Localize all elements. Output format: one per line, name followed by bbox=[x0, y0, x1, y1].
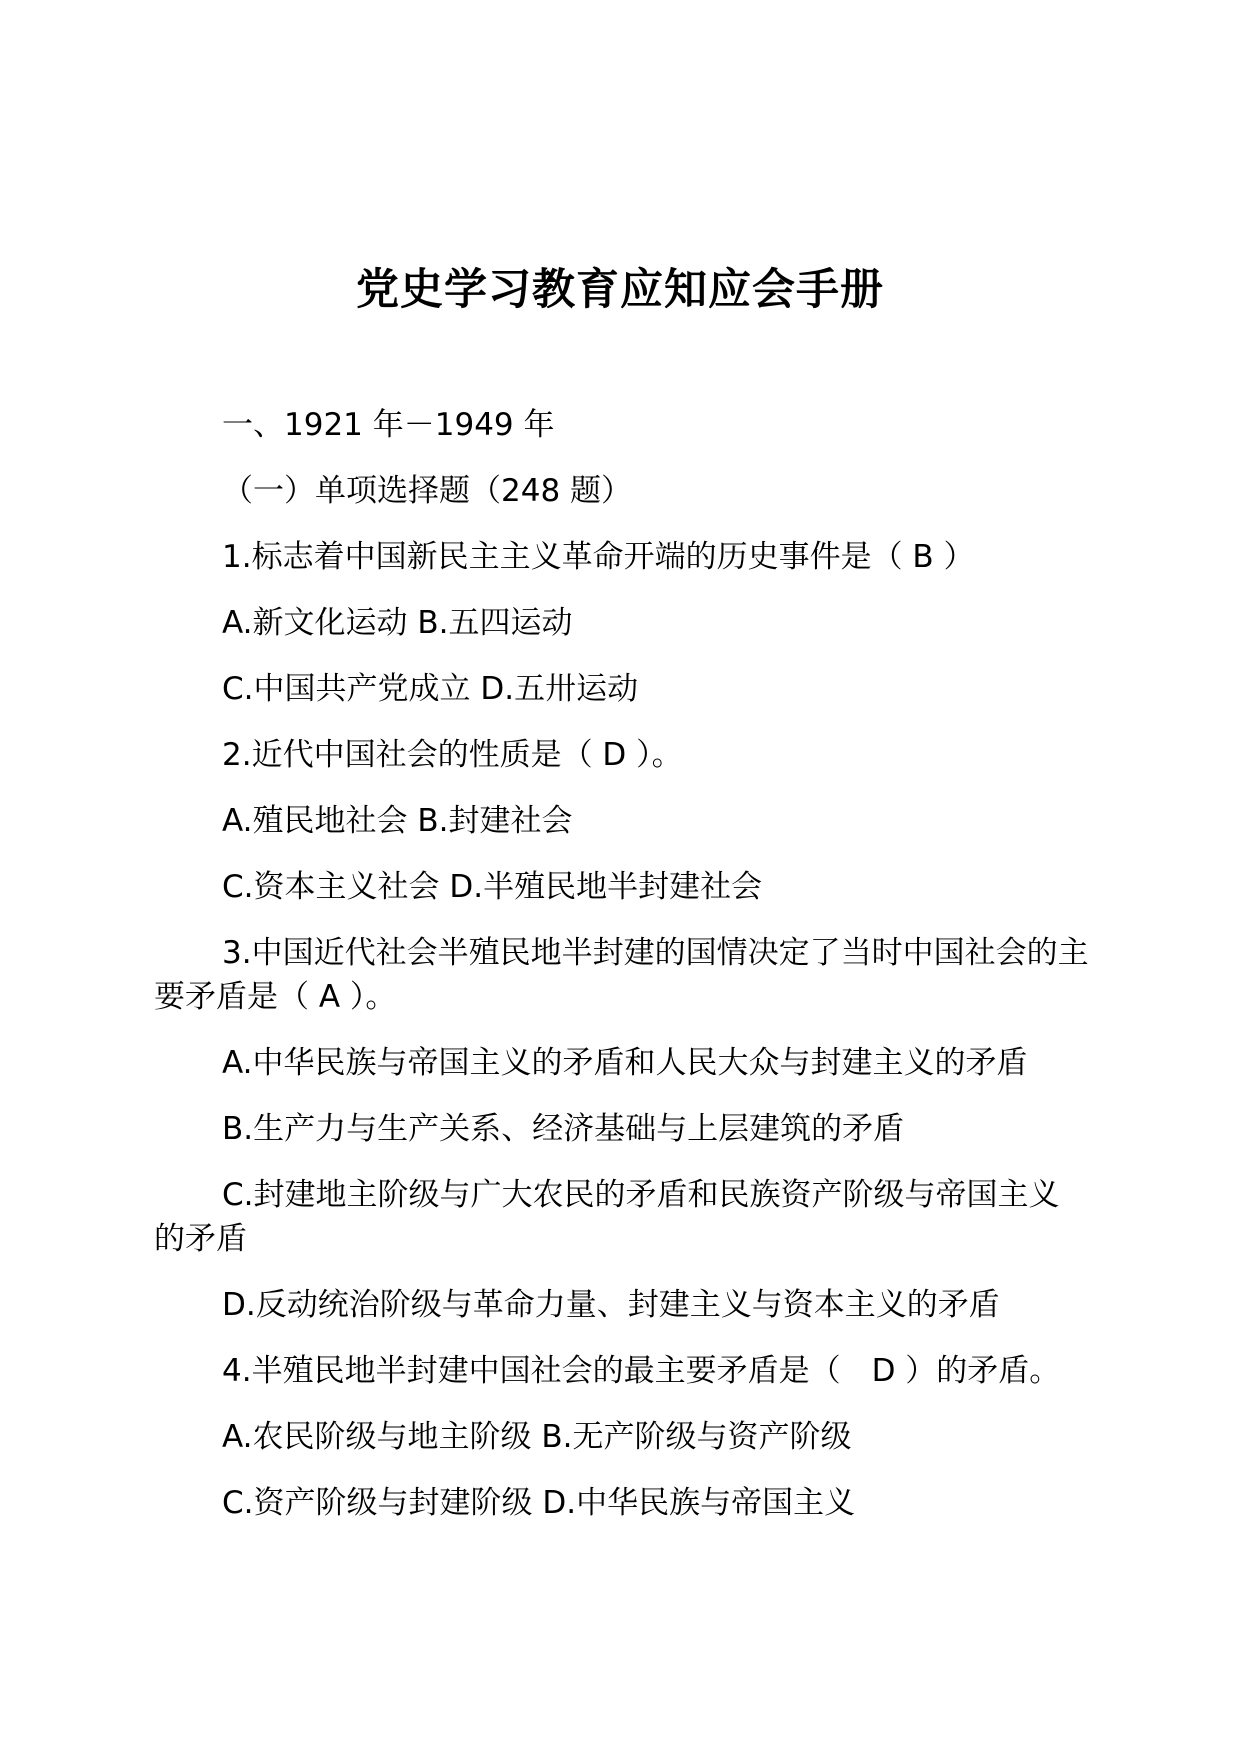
document-title: 党史学习教育应知应会手册 bbox=[356, 265, 884, 315]
question-option: A.殖民地社会 B.封建社会 bbox=[222, 803, 573, 839]
question-stem: 3.中国近代社会半殖民地半封建的国情决定了当时中国社会的主要矛盾是（ A ）。 bbox=[154, 935, 1089, 1015]
question-option: C.封建地主阶级与广大农民的矛盾和民族资产阶级与帝国主义的矛盾 bbox=[154, 1177, 1060, 1257]
question-stem: 4.半殖民地半封建中国社会的最主要矛盾是（ D ）的矛盾。 bbox=[222, 1353, 1061, 1389]
question-stem: 2.近代中国社会的性质是（ D ）。 bbox=[222, 737, 683, 773]
question-option: A.中华民族与帝国主义的矛盾和人民大众与封建主义的矛盾 bbox=[222, 1045, 1028, 1081]
document-body bbox=[154, 392, 1090, 1536]
subsection-heading: （一）单项选择题（248 题） bbox=[222, 473, 633, 509]
question-option: D.反动统治阶级与革命力量、封建主义与资本主义的矛盾 bbox=[222, 1287, 1000, 1323]
question-option: C.中国共产党成立 D.五卅运动 bbox=[222, 671, 639, 707]
question-option: C.资产阶级与封建阶级 D.中华民族与帝国主义 bbox=[222, 1485, 856, 1521]
section-heading: 一、1921 年－1949 年 bbox=[222, 407, 555, 443]
question-option: A.农民阶级与地主阶级 B.无产阶级与资产阶级 bbox=[222, 1419, 852, 1455]
question-option: A.新文化运动 B.五四运动 bbox=[222, 605, 573, 641]
question-option: B.生产力与生产关系、经济基础与上层建筑的矛盾 bbox=[222, 1111, 905, 1147]
question-stem: 1.标志着中国新民主主义革命开端的历史事件是（ B ） bbox=[222, 539, 975, 575]
question-option: C.资本主义社会 D.半殖民地半封建社会 bbox=[222, 869, 763, 905]
